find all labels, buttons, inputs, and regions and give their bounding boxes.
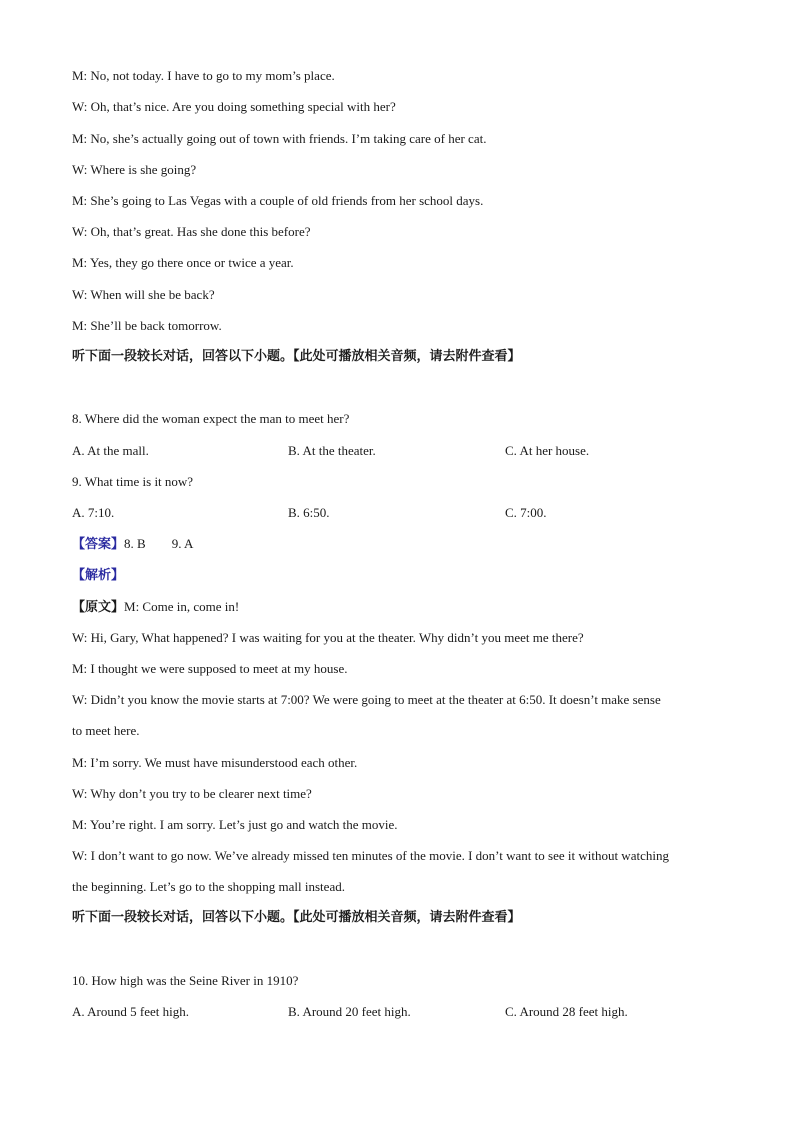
q10-option-b: B. Around 20 feet high. bbox=[288, 1004, 411, 1019]
answer-line bbox=[72, 536, 193, 553]
analysis-label: 【解析】 bbox=[72, 568, 125, 583]
q9-option-b: B. 6:50. bbox=[288, 505, 330, 520]
dialogue-line: M: She’s going to Las Vegas with a couple of old friends from her school days. bbox=[72, 193, 484, 208]
listening-instruction: 听下面一段较长对话，回答以下小题。【此处可播放相关音频，请去附件查看】 bbox=[72, 349, 521, 364]
dialogue-line: M: She’ll be back tomorrow. bbox=[72, 318, 222, 333]
dialogue-line: to meet here. bbox=[72, 723, 140, 738]
dialogue-line: M: Come in, come in! bbox=[124, 599, 240, 614]
analysis-line bbox=[72, 567, 124, 584]
q10-option-c: C. Around 28 feet high. bbox=[505, 1004, 628, 1019]
dialogue-line: W: I don’t want to go now. We’ve already missed ten minutes of the movie. I don’t want to see it without watching bbox=[72, 848, 669, 863]
q9-option-a: A. 7:10. bbox=[72, 505, 115, 520]
question-8: 8. Where did the woman expect the man to meet her? bbox=[72, 411, 350, 426]
dialogue-line: M: I thought we were supposed to meet at my house. bbox=[72, 661, 348, 676]
original-line bbox=[72, 599, 239, 616]
dialogue-line: W: Didn’t you know the movie starts at 7:00? We were going to meet at the theater at 6:50. It doesn’t make sense bbox=[72, 692, 661, 707]
q8-option-c: C. At her house. bbox=[505, 443, 590, 458]
question-10: 10. How high was the Seine River in 1910? bbox=[72, 973, 299, 988]
q8-option-a: A. At the mall. bbox=[72, 443, 149, 458]
listening-instruction: 听下面一段较长对话，回答以下小题。【此处可播放相关音频，请去附件查看】 bbox=[72, 910, 521, 925]
question-9: 9. What time is it now? bbox=[72, 474, 194, 489]
dialogue-line: W: Where is she going? bbox=[72, 162, 197, 177]
answer-label: 【答案】 bbox=[72, 537, 125, 552]
dialogue-line: W: Why don’t you try to be clearer next time? bbox=[72, 786, 312, 801]
dialogue-line: the beginning. Let’s go to the shopping mall instead. bbox=[72, 879, 345, 894]
dialogue-line: M: You’re right. I am sorry. Let’s just go and watch the movie. bbox=[72, 817, 398, 832]
dialogue-line: W: Oh, that’s nice. Are you doing something special with her? bbox=[72, 99, 396, 114]
answer-9: 9. A bbox=[171, 536, 194, 551]
q8-option-b: B. At the theater. bbox=[288, 443, 376, 458]
q10-option-a: A. Around 5 feet high. bbox=[72, 1004, 189, 1019]
dialogue-line: M: No, she’s actually going out of town with friends. I’m taking care of her cat. bbox=[72, 131, 487, 146]
dialogue-line: W: Hi, Gary, What happened? I was waiting for you at the theater. Why didn’t you meet me there? bbox=[72, 630, 584, 645]
answer-8: 8. B bbox=[124, 536, 146, 551]
dialogue-line: W: When will she be back? bbox=[72, 287, 215, 302]
dialogue-line: W: Oh, that’s great. Has she done this before? bbox=[72, 224, 311, 239]
original-label: 【原文】 bbox=[72, 600, 125, 615]
q9-option-c: C. 7:00. bbox=[505, 505, 547, 520]
dialogue-line: M: No, not today. I have to go to my mom’s place. bbox=[72, 68, 335, 83]
dialogue-line: M: Yes, they go there once or twice a year. bbox=[72, 255, 294, 270]
dialogue-line: M: I’m sorry. We must have misunderstood each other. bbox=[72, 755, 358, 770]
